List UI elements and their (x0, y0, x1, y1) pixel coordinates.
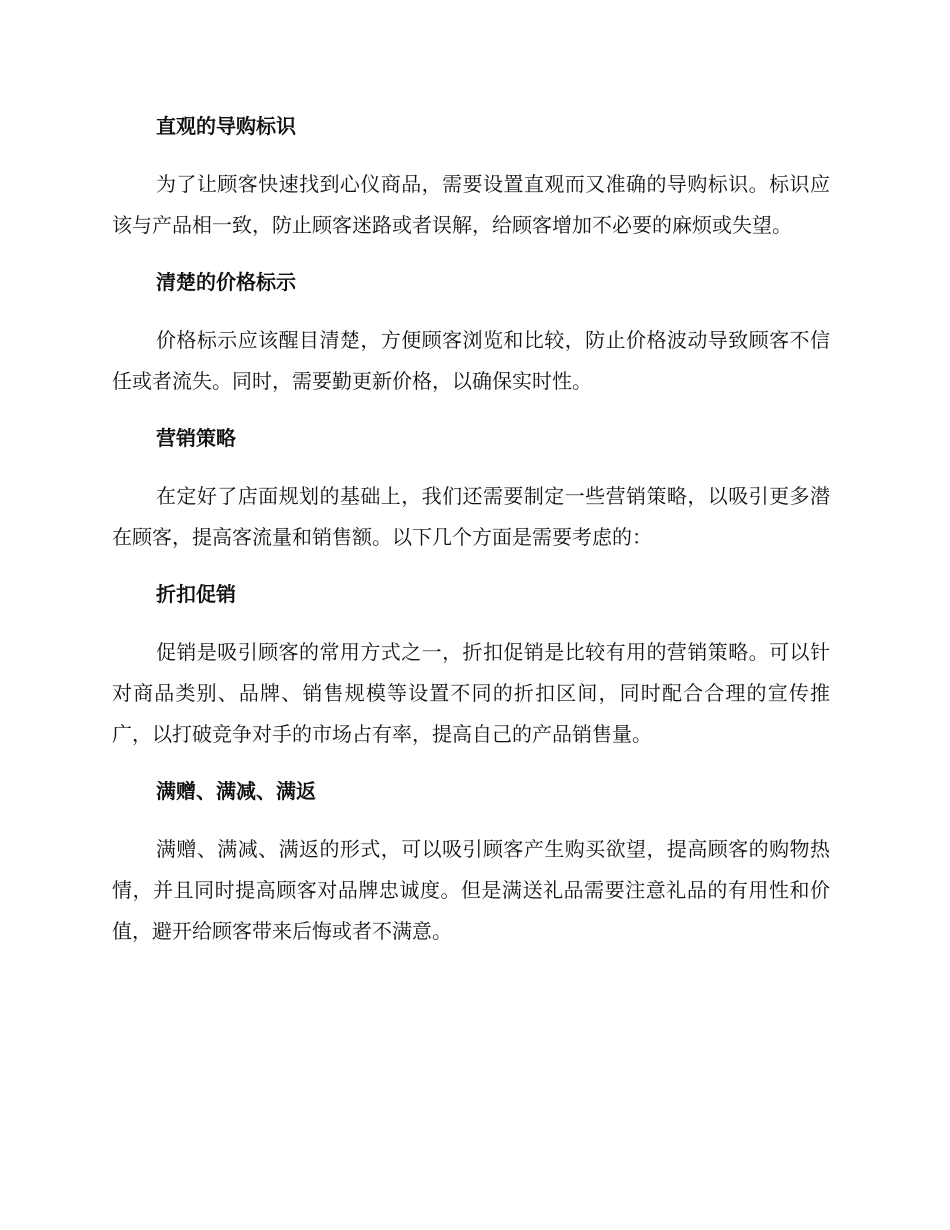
section-heading-price-label: 清楚的价格标示 (156, 270, 296, 294)
paragraph-marketing-strategy: 在定好了店面规划的基础上，我们还需要制定一些营销策略，以吸引更多潜在顾客，提高客流量和销售额。以下几个方面是需要考虑的： (112, 484, 830, 549)
section-heading-gift-rebate: 满赠、满减、满返 (156, 779, 316, 803)
section-heading-marketing-strategy: 营销策略 (156, 426, 236, 450)
section-heading-shopping-guide: 直观的导购标识 (156, 114, 296, 138)
paragraph-shopping-guide: 为了让顾客快速找到心仪商品，需要设置直观而又准确的导购标识。标识应该与产品相一致，防止顾客迷路或者误解，给顾客增加不必要的麻烦或失望。 (112, 172, 830, 237)
paragraph-gift-rebate: 满赠、满减、满返的形式，可以吸引顾客产生购买欲望，提高顾客的购物热情，并且同时提高顾客对品牌忠诚度。但是满送礼品需要注意礼品的有用性和价值，避开给顾客带来后悔或者不满意。 (112, 837, 830, 943)
paragraph-price-label: 价格标示应该醒目清楚，方便顾客浏览和比较，防止价格波动导致顾客不信任或者流失。同时，需要勤更新价格，以确保实时性。 (112, 328, 830, 393)
section-heading-discount-promotion: 折扣促销 (156, 582, 236, 606)
paragraph-discount-promotion: 促销是吸引顾客的常用方式之一，折扣促销是比较有用的营销策略。可以针对商品类别、品牌、销售规模等设置不同的折扣区间，同时配合合理的宣传推广，以打破竞争对手的市场占有率，提高自己的产品销售量。 (112, 640, 830, 746)
